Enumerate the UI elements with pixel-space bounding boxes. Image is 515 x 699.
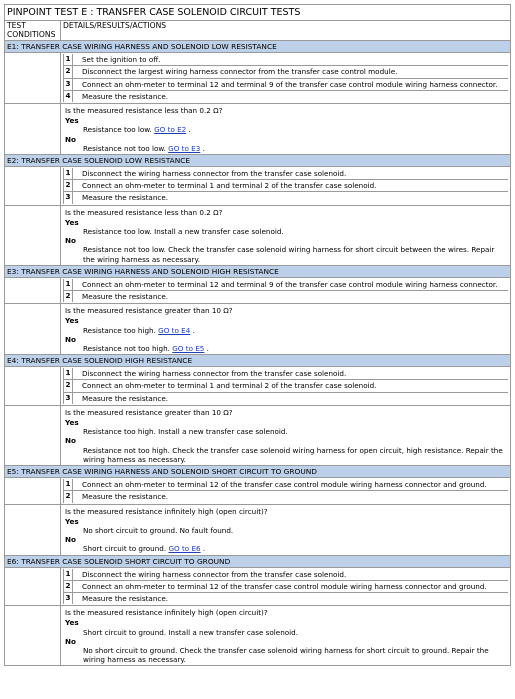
no-answer	[63, 245, 508, 263]
question-text: Is the measured resistance infinitely high (open circuit)?	[65, 506, 268, 516]
question-text: Is the measured resistance less than 0.2 Ω?	[65, 106, 223, 115]
test-conditions-cell	[5, 205, 61, 265]
yes-label: Yes	[65, 618, 79, 628]
steps-list	[63, 569, 508, 605]
column-header-test-conditions: TEST CONDITIONS	[5, 21, 61, 41]
no-answer-suffix: .	[202, 143, 205, 153]
section-heading: E5: TRANSFER CASE WIRING HARNESS AND SOLENOID SHORT CIRCUIT TO GROUND	[5, 466, 511, 478]
step-item	[64, 592, 509, 604]
no-label: No	[65, 334, 76, 344]
yes-label: Yes	[65, 316, 79, 326]
header-row	[5, 21, 511, 41]
steps-row	[5, 53, 511, 104]
step-number: 3	[64, 78, 73, 90]
yes-answer	[63, 326, 508, 335]
test-conditions-cell	[5, 277, 61, 303]
step-item	[64, 279, 509, 291]
steps-cell	[61, 478, 511, 504]
section-heading-row	[5, 265, 511, 277]
question-text: Is the measured resistance greater than 10 Ω?	[65, 407, 233, 417]
step-number: 1	[64, 569, 73, 581]
step-text: Connect an ohm-meter to terminal 12 of the transfer case control module wiring harness connector and ground.	[82, 480, 487, 490]
no-answer-text: Resistance not too high. Check the transfer case solenoid wiring harness for open circuit, high resistance. Repair the wiring harness as necessary.	[83, 445, 503, 464]
goto-link[interactable]: GO to E4	[158, 325, 191, 335]
steps-cell	[61, 53, 511, 104]
yes-label: Yes	[65, 418, 79, 428]
step-item	[64, 192, 509, 204]
result-row	[5, 606, 511, 666]
steps-cell	[61, 567, 511, 606]
step-text: Set the ignition to off.	[82, 55, 161, 65]
steps-row	[5, 367, 511, 406]
test-conditions-cell	[5, 504, 61, 555]
result-cell	[61, 504, 511, 555]
no-answer	[63, 646, 508, 664]
no-label: No	[65, 236, 76, 246]
question-text: Is the measured resistance less than 0.2 Ω?	[65, 207, 223, 217]
step-text: Connect an ohm-meter to terminal 12 and terminal 9 of the transfer case control module wiring harness connector.	[82, 79, 498, 89]
result-row	[5, 104, 511, 155]
step-number: 1	[64, 168, 73, 180]
goto-link[interactable]: GO to E5	[172, 344, 205, 354]
step-number: 3	[64, 392, 73, 404]
step-number: 2	[64, 180, 73, 192]
page-title: PINPOINT TEST E : TRANSFER CASE SOLENOID CIRCUIT TESTS	[5, 5, 511, 21]
yes-answer	[63, 227, 508, 236]
step-text: Connect an ohm-meter to terminal 12 and terminal 9 of the transfer case control module wiring harness connector.	[82, 279, 498, 289]
test-conditions-cell	[5, 304, 61, 355]
step-number: 1	[64, 479, 73, 491]
no-answer-text: Short circuit to ground.	[83, 544, 167, 554]
step-text: Measure the resistance.	[82, 292, 169, 302]
section-heading: E6: TRANSFER CASE SOLENOID SHORT CIRCUIT TO GROUND	[5, 555, 511, 567]
step-item	[64, 368, 509, 380]
steps-list	[63, 168, 508, 204]
step-number: 2	[64, 291, 73, 303]
steps-cell	[61, 367, 511, 406]
section-heading: E3: TRANSFER CASE WIRING HARNESS AND SOLENOID HIGH RESISTANCE	[5, 265, 511, 277]
step-number: 3	[64, 192, 73, 204]
step-number: 4	[64, 90, 73, 102]
step-number: 2	[64, 380, 73, 392]
step-item	[64, 78, 509, 90]
step-text: Disconnect the largest wiring harness connector from the transfer case control module.	[82, 67, 398, 77]
test-conditions-cell	[5, 405, 61, 465]
steps-list	[63, 54, 508, 102]
step-item	[64, 380, 509, 392]
test-conditions-cell	[5, 606, 61, 666]
yes-answer	[63, 526, 508, 535]
step-number: 1	[64, 279, 73, 291]
result-cell	[61, 104, 511, 155]
steps-row	[5, 277, 511, 303]
column-header-details: DETAILS/RESULTS/ACTIONS	[61, 21, 511, 41]
steps-cell	[61, 277, 511, 303]
no-answer-text: No short circuit to ground. Check the transfer case solenoid wiring harness for short circuit to ground. Repair the wiring harness as necessary.	[83, 645, 489, 665]
steps-list	[63, 279, 508, 302]
result-row	[5, 405, 511, 465]
steps-row	[5, 478, 511, 504]
step-item	[64, 66, 509, 78]
no-answer	[63, 144, 508, 153]
no-label: No	[65, 134, 76, 144]
section-heading-row	[5, 466, 511, 478]
steps-list	[63, 368, 508, 404]
no-label: No	[65, 535, 76, 545]
step-text: Disconnect the wiring harness connector from the transfer case solenoid.	[82, 569, 347, 579]
steps-row	[5, 567, 511, 606]
result-cell	[61, 205, 511, 265]
section-heading-row	[5, 41, 511, 53]
step-item	[64, 291, 509, 303]
yes-answer-text: No short circuit to ground. No fault found.	[83, 525, 234, 535]
yes-answer-text: Resistance too low.	[83, 125, 152, 135]
no-label: No	[65, 636, 76, 646]
yes-answer	[63, 628, 508, 637]
no-label: No	[65, 436, 76, 446]
no-answer-suffix: .	[206, 344, 209, 354]
no-answer	[63, 544, 508, 553]
step-number: 1	[64, 54, 73, 66]
yes-answer	[63, 427, 508, 436]
result-cell	[61, 606, 511, 666]
step-text: Measure the resistance.	[82, 193, 169, 203]
step-number: 2	[64, 580, 73, 592]
no-answer-text: Resistance not too low.	[83, 143, 166, 153]
result-row	[5, 504, 511, 555]
test-conditions-cell	[5, 104, 61, 155]
yes-answer-text: Resistance too high. Install a new transfer case solenoid.	[83, 427, 288, 437]
section-heading-row	[5, 155, 511, 167]
section-heading: E4: TRANSFER CASE SOLENOID HIGH RESISTANCE	[5, 355, 511, 367]
yes-answer-text: Resistance too high.	[83, 325, 156, 335]
section-heading: E1: TRANSFER CASE WIRING HARNESS AND SOLENOID LOW RESISTANCE	[5, 41, 511, 53]
question-text: Is the measured resistance infinitely high (open circuit)?	[65, 608, 268, 618]
result-cell	[61, 304, 511, 355]
yes-answer-text: Resistance too low. Install a new transfer case solenoid.	[83, 227, 284, 237]
question-text: Is the measured resistance greater than 10 Ω?	[65, 306, 233, 316]
step-item	[64, 491, 509, 503]
yes-label: Yes	[65, 116, 79, 126]
steps-cell	[61, 167, 511, 206]
step-text: Disconnect the wiring harness connector from the transfer case solenoid.	[82, 169, 347, 179]
yes-answer-text: Short circuit to ground. Install a new transfer case solenoid.	[83, 627, 299, 637]
no-answer-text: Resistance not too high.	[83, 344, 170, 354]
step-item	[64, 392, 509, 404]
yes-answer	[63, 125, 508, 134]
no-answer-text: Resistance not too low. Check the transfer case solenoid wiring harness for short circuit between the wires. Repair the wiring harness as necessary.	[83, 245, 495, 264]
step-item	[64, 168, 509, 180]
result-row	[5, 304, 511, 355]
step-text: Measure the resistance.	[82, 593, 169, 603]
step-item	[64, 569, 509, 581]
step-item	[64, 54, 509, 66]
test-conditions-cell	[5, 478, 61, 504]
step-number: 2	[64, 491, 73, 503]
no-answer-suffix: .	[202, 544, 206, 554]
goto-link[interactable]: GO to E2	[154, 125, 187, 135]
step-item	[64, 479, 509, 491]
step-text: Disconnect the wiring harness connector from the transfer case solenoid.	[82, 369, 347, 379]
section-heading: E2: TRANSFER CASE SOLENOID LOW RESISTANCE	[5, 155, 511, 167]
step-text: Measure the resistance.	[82, 393, 169, 403]
pinpoint-test-table	[4, 4, 511, 666]
yes-label: Yes	[65, 516, 79, 526]
step-text: Connect an ohm-meter to terminal 1 and terminal 2 of the transfer case solenoid.	[82, 181, 377, 191]
steps-row	[5, 167, 511, 206]
step-text: Connect an ohm-meter to terminal 1 and terminal 2 of the transfer case solenoid.	[82, 381, 377, 391]
goto-link[interactable]: GO to E6	[168, 544, 201, 554]
step-number: 1	[64, 368, 73, 380]
result-cell	[61, 405, 511, 465]
title-row	[5, 5, 511, 21]
no-answer	[63, 344, 508, 353]
step-text: Connect an ohm-meter to terminal 12 of the transfer case control module wiring harness connector and ground.	[82, 581, 487, 591]
test-conditions-cell	[5, 53, 61, 104]
steps-list	[63, 479, 508, 502]
step-number: 2	[64, 66, 73, 78]
section-heading-row	[5, 555, 511, 567]
goto-link[interactable]: GO to E3	[168, 143, 201, 153]
section-heading-row	[5, 355, 511, 367]
step-item	[64, 580, 509, 592]
test-conditions-cell	[5, 167, 61, 206]
test-conditions-cell	[5, 367, 61, 406]
test-conditions-cell	[5, 567, 61, 606]
document	[4, 4, 510, 666]
step-text: Measure the resistance.	[82, 91, 169, 101]
no-answer	[63, 446, 508, 464]
step-item	[64, 90, 509, 102]
result-row	[5, 205, 511, 265]
step-text: Measure the resistance.	[82, 492, 169, 502]
yes-answer-suffix: .	[192, 325, 195, 335]
yes-label: Yes	[65, 217, 79, 227]
step-item	[64, 180, 509, 192]
yes-answer-suffix: .	[188, 125, 191, 135]
step-number: 3	[64, 592, 73, 604]
